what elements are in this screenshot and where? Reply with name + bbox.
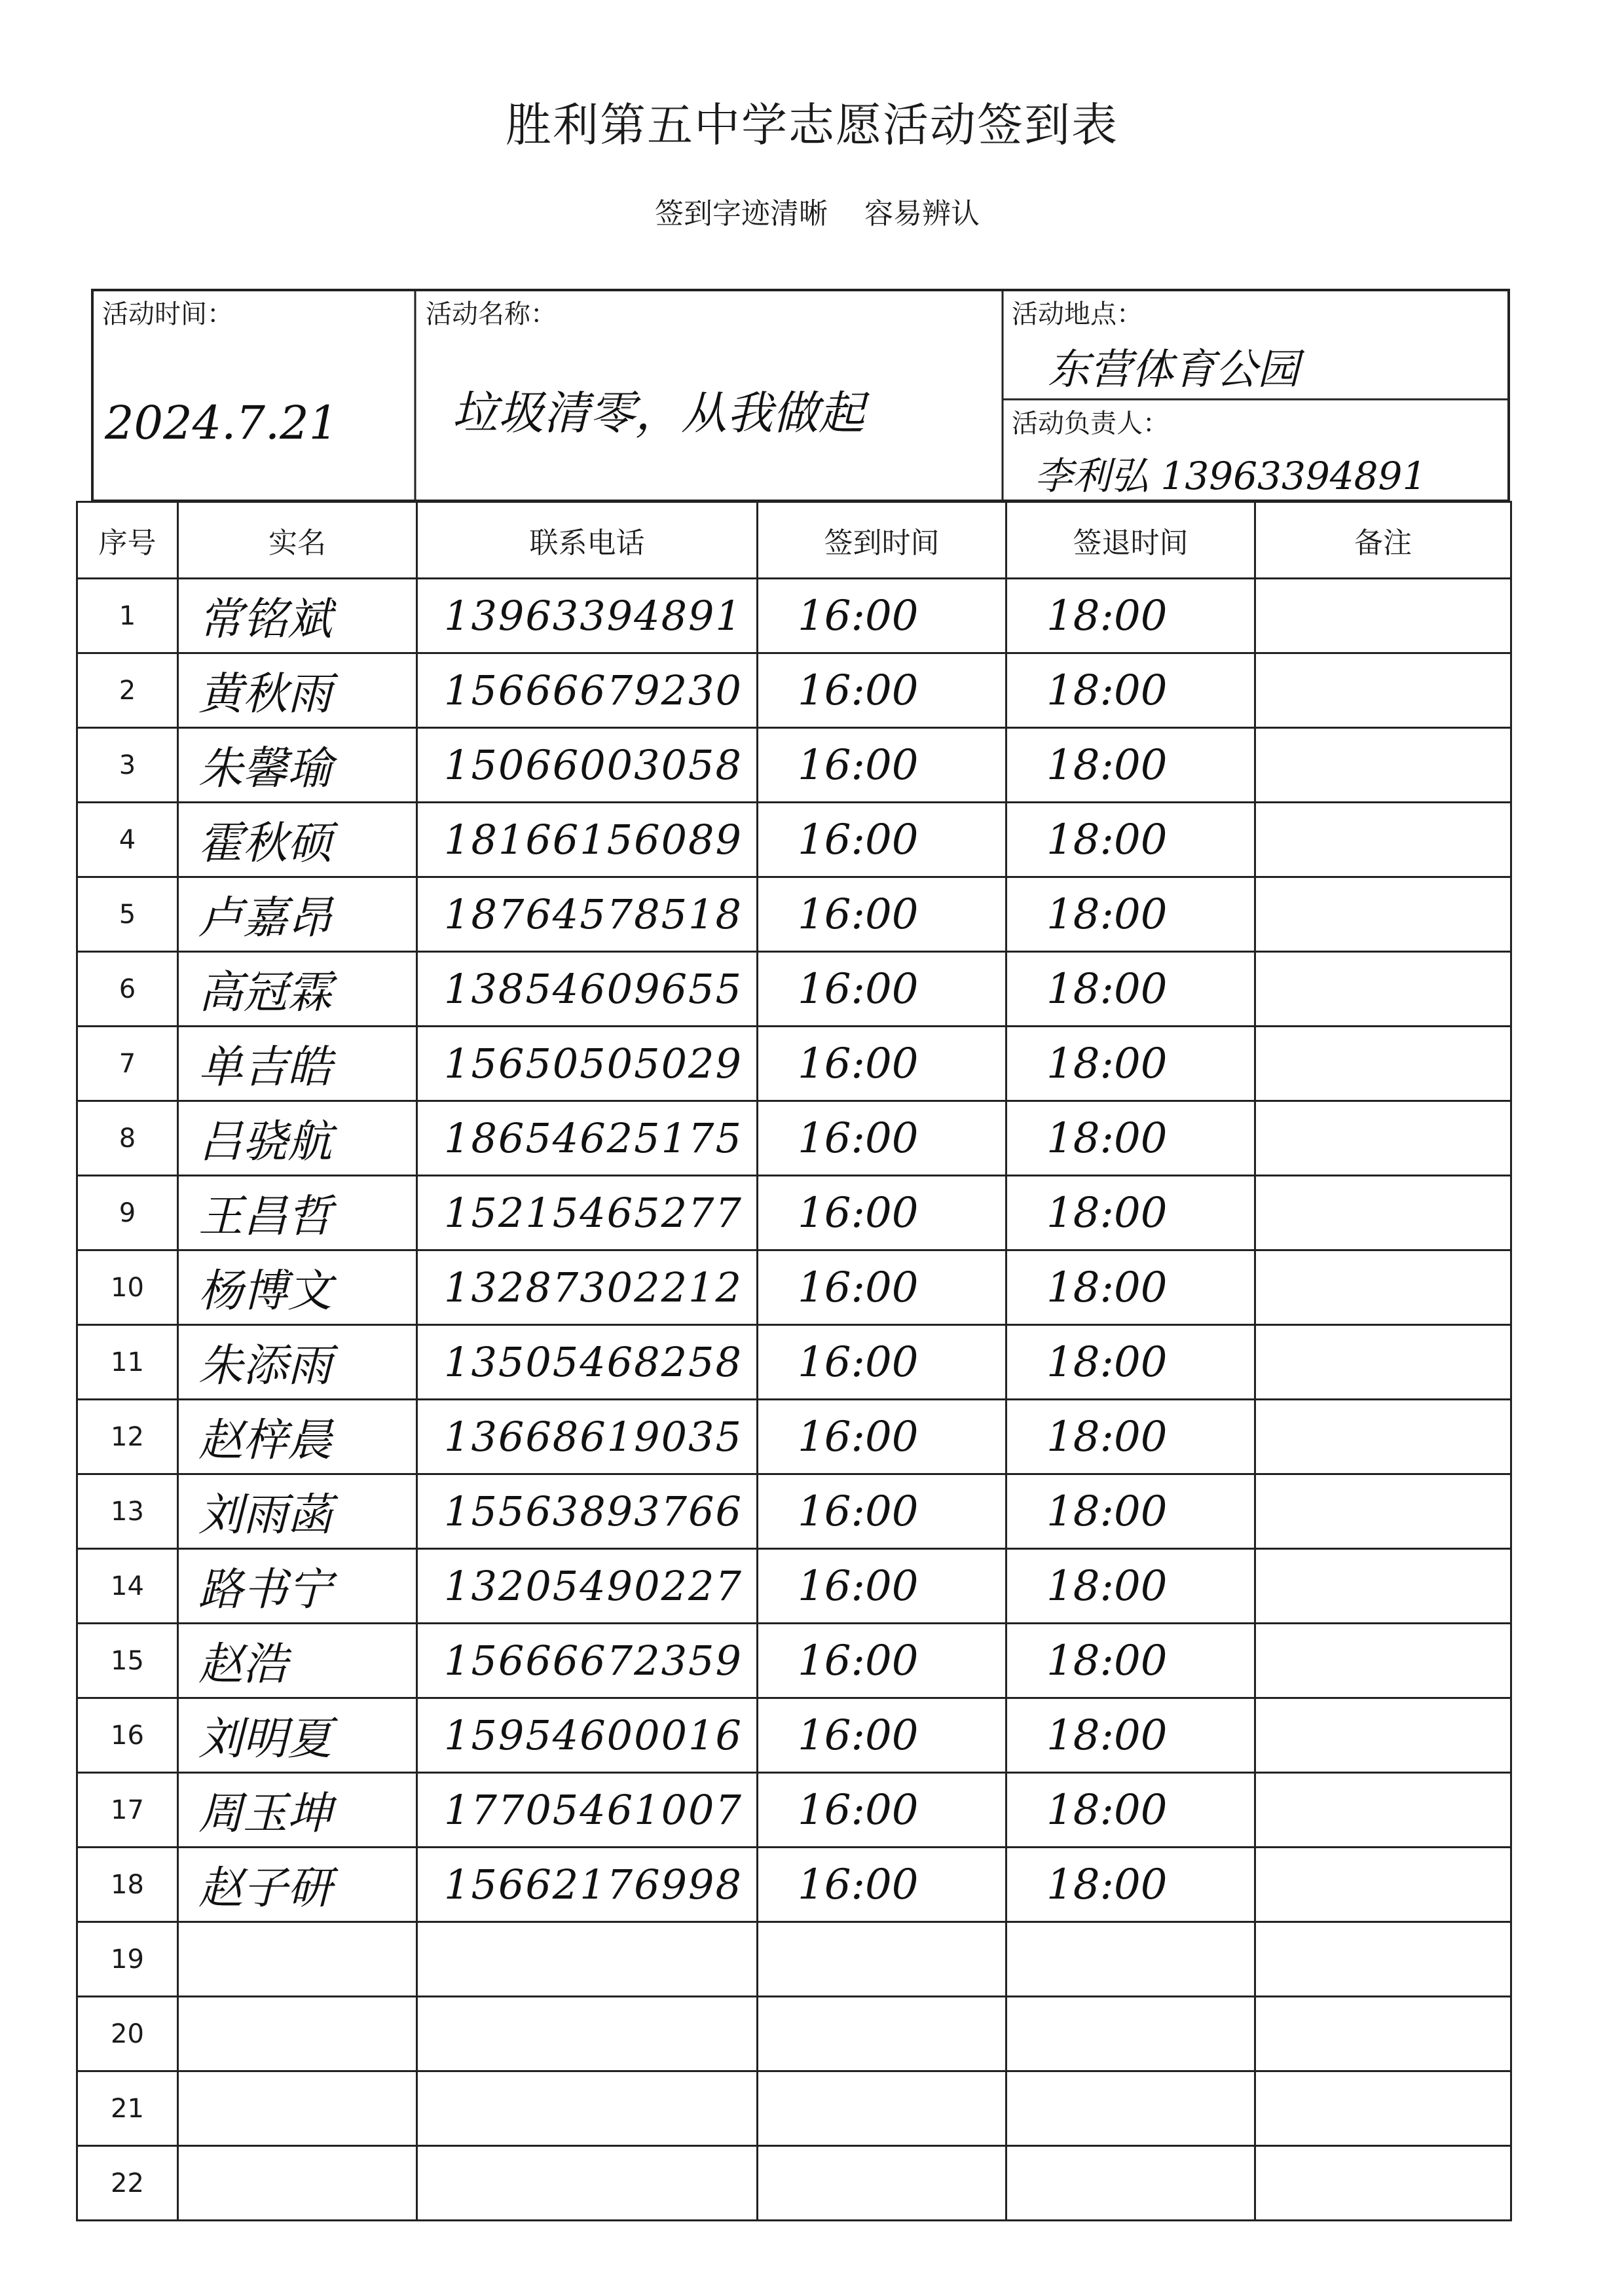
row-sign-in-time: 16:00 [758, 952, 1006, 1027]
row-sign-out-time [1006, 1922, 1255, 1997]
row-number: 6 [77, 952, 178, 1027]
row-sign-out-time [1006, 1997, 1255, 2071]
activity-time-value: 2024.7.21 [105, 396, 339, 450]
row-name: 朱添雨 [178, 1325, 417, 1400]
table-row [77, 1400, 1511, 1474]
activity-place-value: 东营体育公园 [1048, 346, 1299, 394]
table-row [77, 1922, 1511, 1997]
row-phone: 15954600016 [417, 1698, 758, 1773]
row-sign-in-time [758, 2071, 1006, 2146]
row-sign-in-time: 16:00 [758, 1549, 1006, 1624]
row-sign-out-time: 18:00 [1006, 1176, 1255, 1250]
row-name: 刘明夏 [178, 1698, 417, 1773]
row-note [1255, 1922, 1511, 1997]
activity-time-label: 活动时间： [102, 299, 233, 329]
row-note [1255, 877, 1511, 952]
row-note [1255, 1176, 1511, 1250]
row-phone: 15650505029 [417, 1027, 758, 1101]
row-phone: 18764578518 [417, 877, 758, 952]
row-sign-out-time: 18:00 [1006, 1848, 1255, 1922]
row-number: 3 [77, 728, 178, 803]
row-note [1255, 579, 1511, 653]
row-sign-out-time: 18:00 [1006, 952, 1255, 1027]
row-phone: 13205490227 [417, 1549, 758, 1624]
row-sign-in-time: 16:00 [758, 1250, 1006, 1325]
column-header-name: 实名 [178, 502, 417, 579]
row-number: 4 [77, 803, 178, 877]
page-title: 胜利第五中学志愿活动签到表 [506, 98, 1118, 152]
row-name: 黄秋雨 [178, 653, 417, 728]
table-row [77, 803, 1511, 877]
row-sign-in-time [758, 2146, 1006, 2221]
row-sign-out-time: 18:00 [1006, 653, 1255, 728]
row-phone: 15066003058 [417, 728, 758, 803]
row-sign-out-time: 18:00 [1006, 1027, 1255, 1101]
row-note [1255, 2071, 1511, 2146]
row-name: 常铭斌 [178, 579, 417, 653]
row-sign-in-time [758, 1922, 1006, 1997]
column-header-note: 备注 [1255, 502, 1511, 579]
row-note [1255, 2146, 1511, 2221]
table-row [77, 1027, 1511, 1101]
row-phone [417, 2071, 758, 2146]
row-note [1255, 1474, 1511, 1549]
row-name: 赵梓晨 [178, 1400, 417, 1474]
row-number: 7 [77, 1027, 178, 1101]
row-sign-out-time [1006, 2146, 1255, 2221]
table-row [77, 728, 1511, 803]
row-note [1255, 1624, 1511, 1698]
row-note [1255, 803, 1511, 877]
row-sign-out-time [1006, 2071, 1255, 2146]
activity-name-value: 垃圾清零，从我做起 [452, 386, 864, 440]
row-sign-in-time [758, 1997, 1006, 2071]
row-number: 19 [77, 1922, 178, 1997]
row-note [1255, 1101, 1511, 1176]
row-number: 21 [77, 2071, 178, 2146]
row-note [1255, 1400, 1511, 1474]
row-note [1255, 1027, 1511, 1101]
page-subtitle: 签到字迹清晰 容易辨认 [655, 197, 980, 230]
table-row [77, 1474, 1511, 1549]
row-sign-out-time: 18:00 [1006, 877, 1255, 952]
row-sign-out-time: 18:00 [1006, 1549, 1255, 1624]
table-row [77, 579, 1511, 653]
row-sign-in-time: 16:00 [758, 579, 1006, 653]
row-sign-out-time: 18:00 [1006, 1250, 1255, 1325]
row-sign-in-time: 16:00 [758, 1848, 1006, 1922]
row-phone: 13668619035 [417, 1400, 758, 1474]
row-name: 杨博文 [178, 1250, 417, 1325]
row-sign-in-time: 16:00 [758, 728, 1006, 803]
row-number: 11 [77, 1325, 178, 1400]
activity-name-label: 活动名称： [426, 299, 557, 329]
row-name: 赵子研 [178, 1848, 417, 1922]
row-phone: 13287302212 [417, 1250, 758, 1325]
row-note [1255, 653, 1511, 728]
row-phone: 15215465277 [417, 1176, 758, 1250]
row-number: 22 [77, 2146, 178, 2221]
row-sign-out-time: 18:00 [1006, 1101, 1255, 1176]
row-number: 13 [77, 1474, 178, 1549]
row-number: 1 [77, 579, 178, 653]
table-row [77, 2146, 1511, 2221]
row-phone [417, 1997, 758, 2071]
row-note [1255, 1325, 1511, 1400]
row-name: 刘雨菡 [178, 1474, 417, 1549]
table-row [77, 1997, 1511, 2071]
row-name: 周玉坤 [178, 1773, 417, 1848]
row-sign-out-time: 18:00 [1006, 1773, 1255, 1848]
row-number: 18 [77, 1848, 178, 1922]
column-header-sign-out: 签退时间 [1006, 502, 1255, 579]
row-phone: 18654625175 [417, 1101, 758, 1176]
row-phone [417, 2146, 758, 2221]
row-note [1255, 1698, 1511, 1773]
table-row [77, 1325, 1511, 1400]
row-name [178, 1922, 417, 1997]
row-sign-in-time: 16:00 [758, 1474, 1006, 1549]
row-name: 朱馨瑜 [178, 728, 417, 803]
row-phone: 18166156089 [417, 803, 758, 877]
table-row [77, 1698, 1511, 1773]
table-row [77, 2071, 1511, 2146]
column-header-sign-in: 签到时间 [758, 502, 1006, 579]
row-note [1255, 1250, 1511, 1325]
sign-in-table [76, 501, 1512, 2221]
row-name [178, 2071, 417, 2146]
table-row [77, 1250, 1511, 1325]
row-sign-out-time: 18:00 [1006, 1325, 1255, 1400]
row-number: 10 [77, 1250, 178, 1325]
row-sign-out-time: 18:00 [1006, 803, 1255, 877]
row-sign-in-time: 16:00 [758, 1400, 1006, 1474]
table-row [77, 1624, 1511, 1698]
row-name: 高冠霖 [178, 952, 417, 1027]
row-name [178, 1997, 417, 2071]
row-number: 8 [77, 1101, 178, 1176]
row-name: 吕骁航 [178, 1101, 417, 1176]
row-sign-out-time: 18:00 [1006, 1474, 1255, 1549]
row-sign-in-time: 16:00 [758, 1773, 1006, 1848]
row-sign-out-time: 18:00 [1006, 728, 1255, 803]
row-number: 20 [77, 1997, 178, 2071]
row-note [1255, 1848, 1511, 1922]
row-phone [417, 1922, 758, 1997]
activity-place-label: 活动地点： [1012, 299, 1143, 329]
row-number: 5 [77, 877, 178, 952]
table-row [77, 1101, 1511, 1176]
row-number: 2 [77, 653, 178, 728]
activity-leader-label: 活动负责人： [1012, 409, 1169, 439]
row-name: 单吉皓 [178, 1027, 417, 1101]
row-phone: 13505468258 [417, 1325, 758, 1400]
row-name: 赵浩 [178, 1624, 417, 1698]
row-number: 17 [77, 1773, 178, 1848]
row-note [1255, 728, 1511, 803]
row-sign-in-time: 16:00 [758, 803, 1006, 877]
row-number: 15 [77, 1624, 178, 1698]
row-sign-in-time: 16:00 [758, 1027, 1006, 1101]
table-row [77, 1549, 1511, 1624]
table-header-row [77, 502, 1511, 579]
row-sign-out-time: 18:00 [1006, 579, 1255, 653]
row-name: 王昌哲 [178, 1176, 417, 1250]
row-number: 14 [77, 1549, 178, 1624]
row-note [1255, 1549, 1511, 1624]
table-row [77, 1848, 1511, 1922]
row-sign-in-time: 16:00 [758, 1176, 1006, 1250]
row-phone: 13963394891 [417, 579, 758, 653]
row-sign-in-time: 16:00 [758, 1101, 1006, 1176]
table-row [77, 952, 1511, 1027]
row-note [1255, 1773, 1511, 1848]
row-sign-out-time: 18:00 [1006, 1698, 1255, 1773]
row-phone: 15563893766 [417, 1474, 758, 1549]
row-sign-in-time: 16:00 [758, 1325, 1006, 1400]
row-name: 卢嘉昂 [178, 877, 417, 952]
row-phone: 15662176998 [417, 1848, 758, 1922]
table-row [77, 653, 1511, 728]
column-header-no: 序号 [77, 502, 178, 579]
row-sign-in-time: 16:00 [758, 653, 1006, 728]
row-name: 路书宁 [178, 1549, 417, 1624]
row-phone: 17705461007 [417, 1773, 758, 1848]
row-note [1255, 1997, 1511, 2071]
activity-leader-value: 李利弘 13963394891 [1035, 454, 1427, 498]
row-sign-in-time: 16:00 [758, 1698, 1006, 1773]
row-number: 9 [77, 1176, 178, 1250]
row-phone: 15666672359 [417, 1624, 758, 1698]
row-number: 16 [77, 1698, 178, 1773]
row-name: 霍秋硕 [178, 803, 417, 877]
row-phone: 15666679230 [417, 653, 758, 728]
row-name [178, 2146, 417, 2221]
row-sign-out-time: 18:00 [1006, 1624, 1255, 1698]
row-phone: 13854609655 [417, 952, 758, 1027]
row-sign-in-time: 16:00 [758, 1624, 1006, 1698]
table-row [77, 1773, 1511, 1848]
table-row [77, 877, 1511, 952]
row-note [1255, 952, 1511, 1027]
row-sign-out-time: 18:00 [1006, 1400, 1255, 1474]
table-row [77, 1176, 1511, 1250]
row-sign-in-time: 16:00 [758, 877, 1006, 952]
column-header-phone: 联系电话 [417, 502, 758, 579]
row-number: 12 [77, 1400, 178, 1474]
